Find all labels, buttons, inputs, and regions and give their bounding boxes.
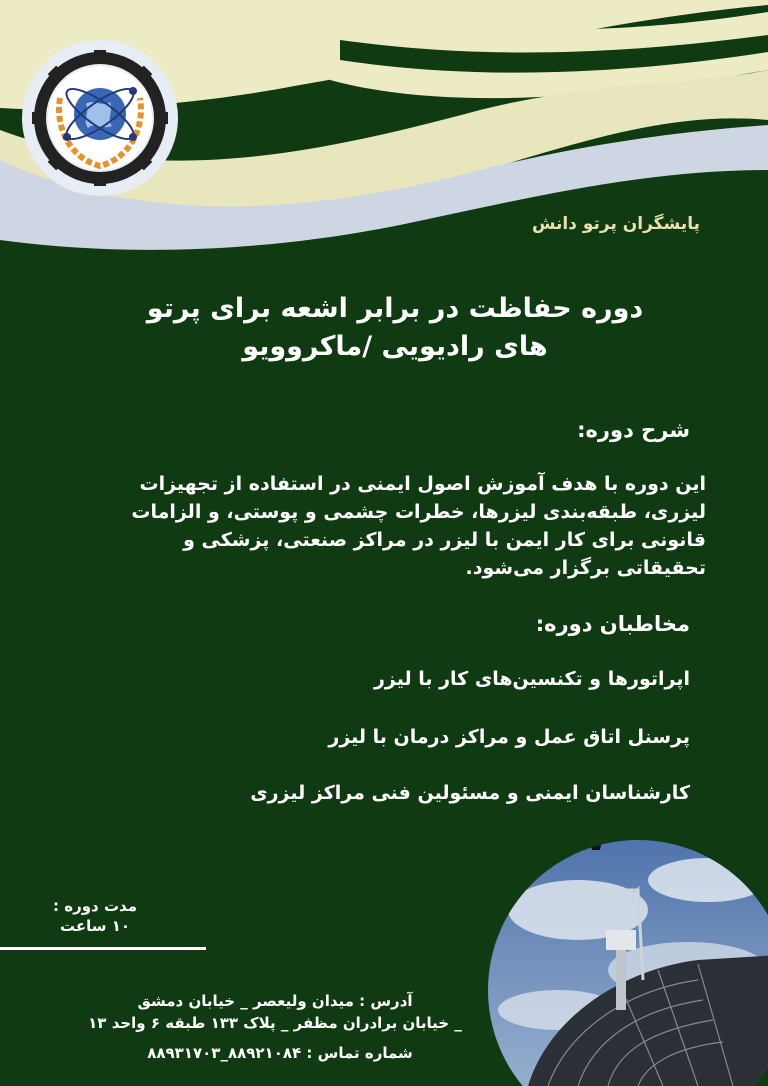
address-line2: _ خیابان برادران مظفر _ پلاک ۱۳۳ طبقه ۶ واحد ۱۳ [88, 1014, 462, 1032]
brand-name: پایشگران پرتو دانش [531, 214, 700, 234]
divider-line [0, 947, 206, 950]
description-text: این دوره با هدف آموزش اصول ایمنی در استفاده از تجهیزات لیزری، طبقه‌بندی لیزرها، خطرات چشمی و پوستی، و الزامات قانونی برای کار ایمن با لیزر در مراکز صنعتی، پزشکی و تحقیقاتی برگزار می‌شود. [131, 473, 706, 579]
phone-number: شماره تماس : ۸۸۹۲۱۰۸۴_۸۸۹۳۱۷۰۳ [147, 1044, 413, 1062]
course-title-line2: های رادیویی /ماکروویو [242, 331, 548, 362]
audience-item: کارشناسان ایمنی و مسئولین فنی مراکز لیزری [250, 782, 690, 804]
satellite-dish-photo [488, 820, 768, 1086]
course-title-line1: دوره حفاظت در برابر اشعه برای پرتو [146, 293, 644, 324]
address-line1: آدرس : میدان ولیعصر _ خیابان دمشق [137, 992, 413, 1010]
address [40, 990, 510, 1034]
audience-item: پرسنل اتاق عمل و مراکز درمان با لیزر [328, 726, 690, 748]
course-title [90, 290, 700, 366]
audience-item: اپراتورها و تکنسین‌های کار با لیزر [373, 668, 690, 690]
duration-value: ۱۰ ساعت [59, 917, 131, 935]
atom-globe-gear-logo [20, 38, 180, 198]
audience-heading: مخاطبان دوره: [535, 612, 690, 636]
description-heading: شرح دوره: [577, 418, 690, 442]
course-duration [40, 896, 150, 936]
duration-label: مدت دوره : [53, 897, 137, 915]
